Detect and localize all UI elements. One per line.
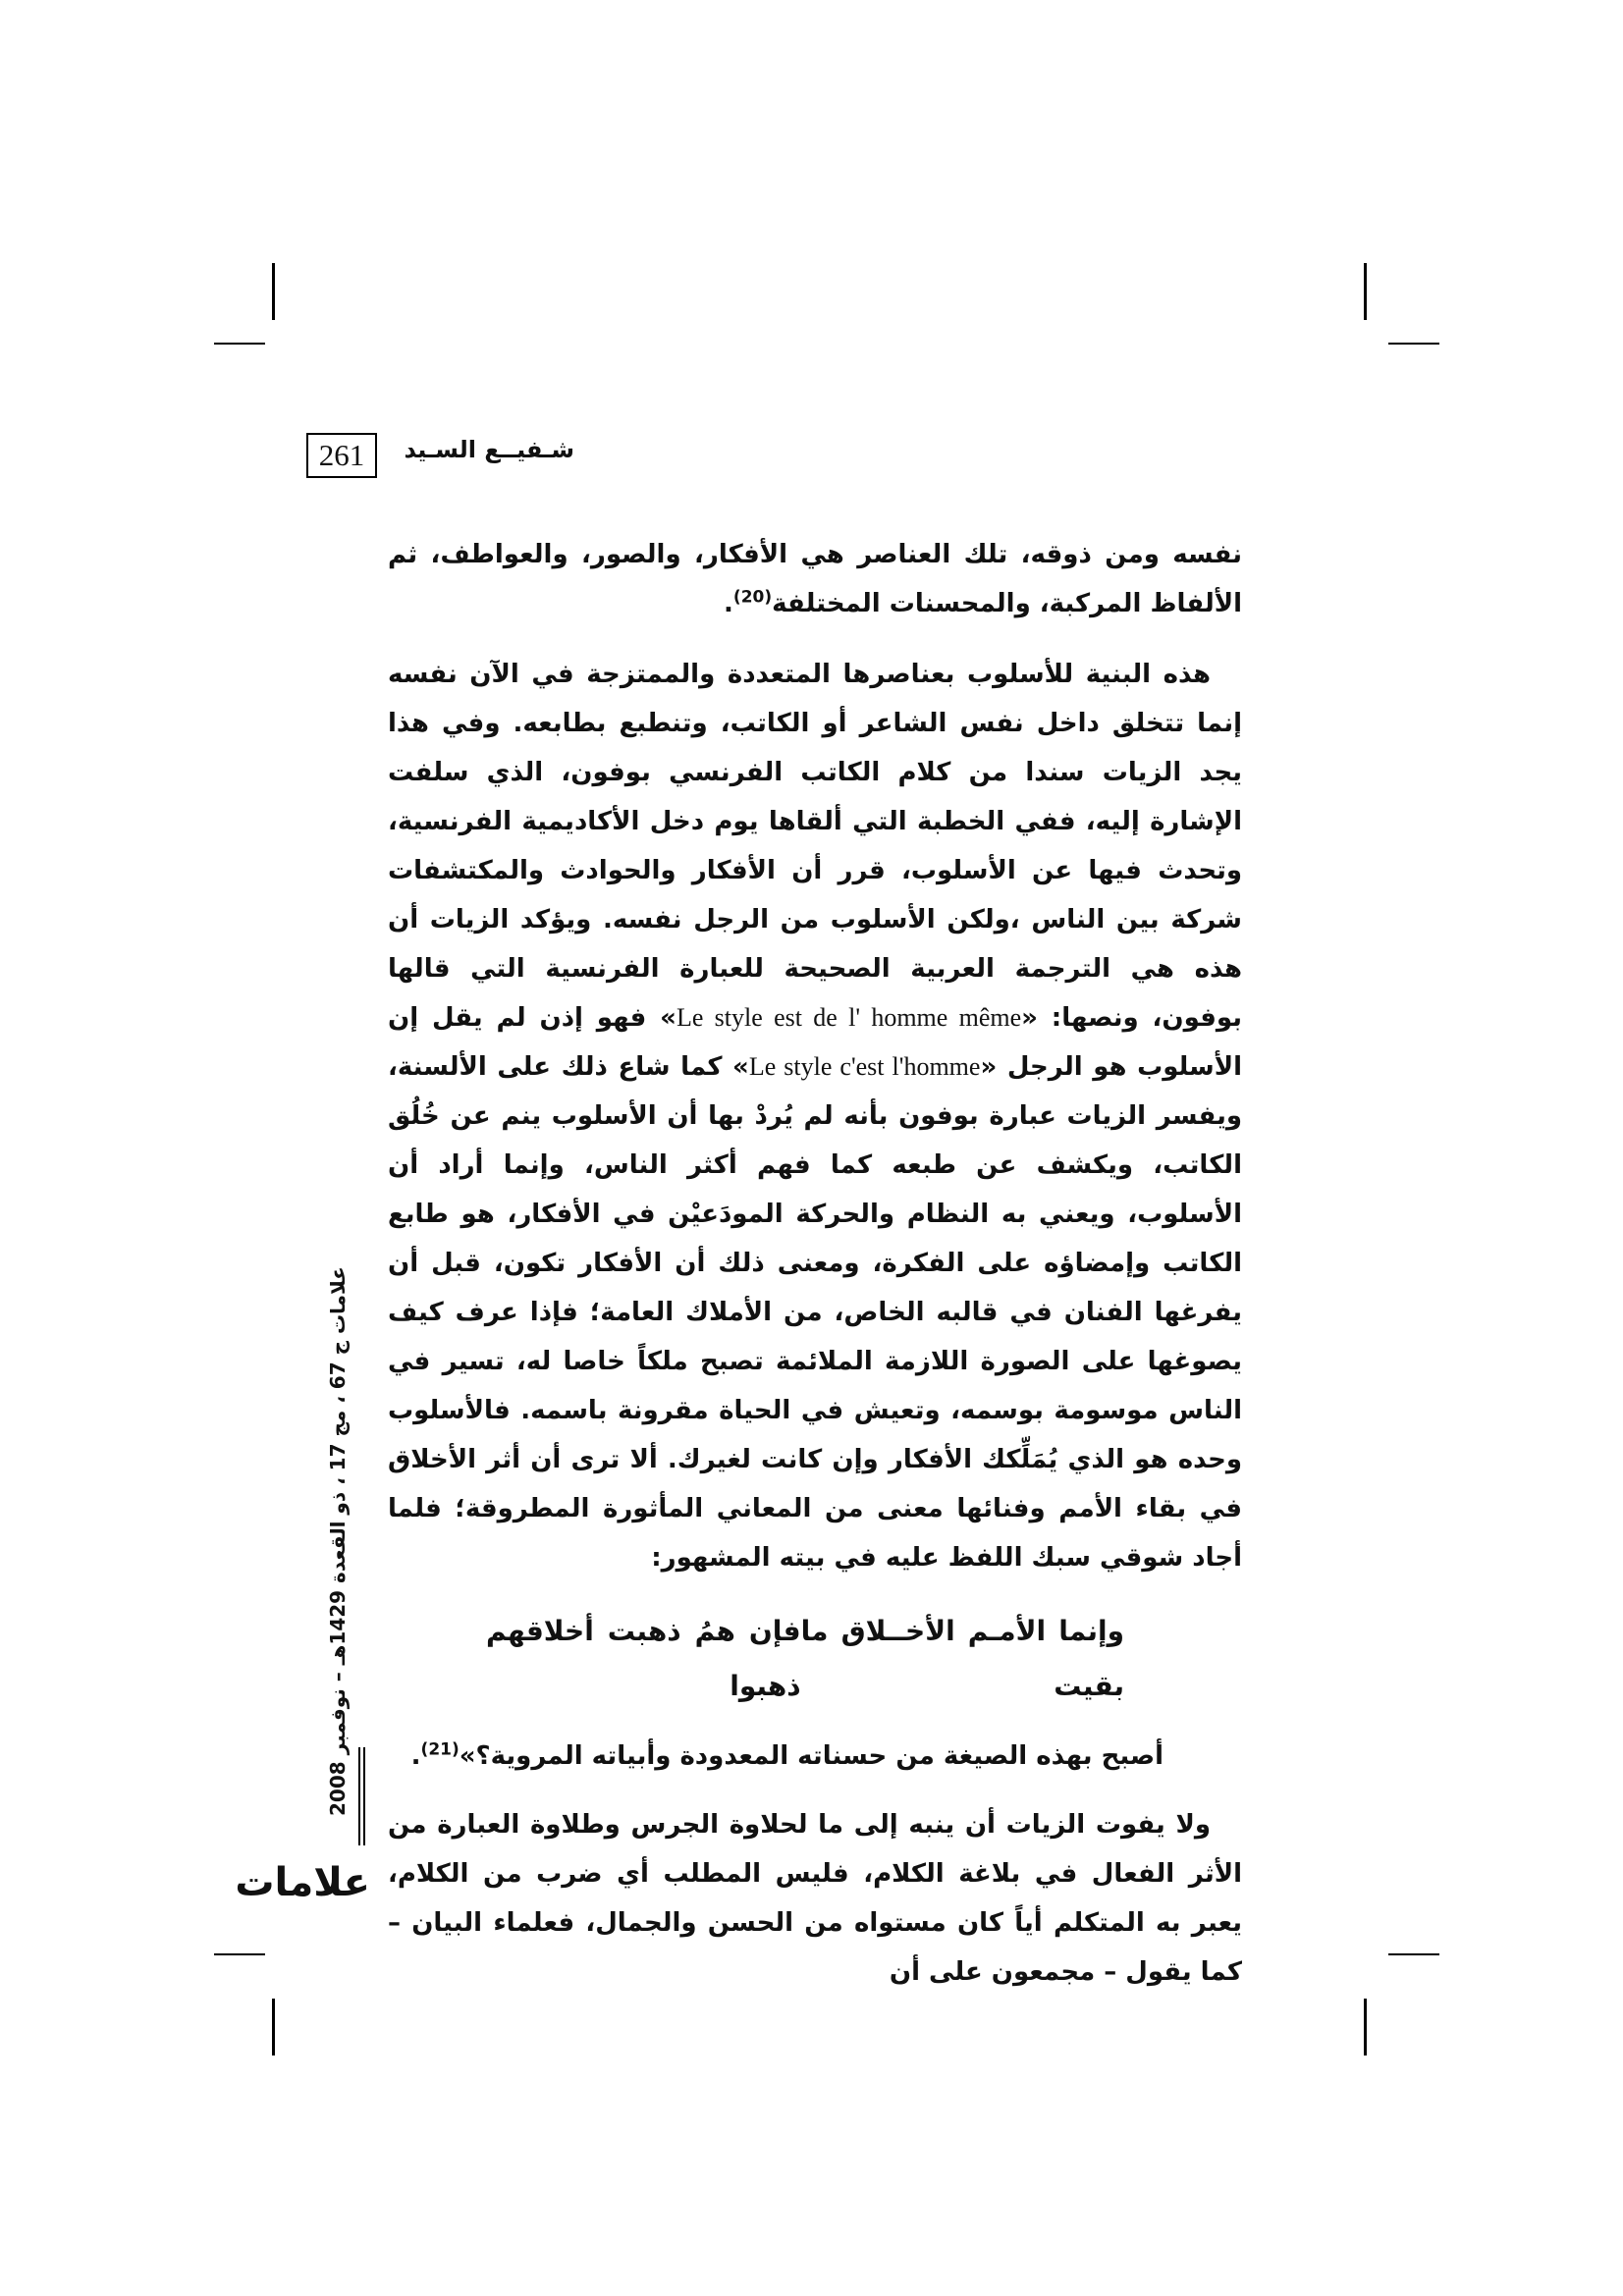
crop-mark [1388,343,1439,345]
crop-mark [214,343,265,345]
french-quote: Le style c'est l'homme [748,1052,981,1081]
verse-hemistich: فإن همُ ذهبت أخلاقهم ذهبوا [486,1615,801,1702]
french-quote: Le style est de l' homme même [676,1003,1022,1032]
running-header-author: شـفيــع السـيد [404,436,574,463]
poem-verse [388,1604,1242,1714]
crop-mark [214,1953,265,1955]
journal-caption: علامات ج 67 ، مج 17 ، ذو القعدة 1429هـ – نوفمبر 2008 [326,1266,350,1816]
verse-hemistich: وإنما الأمـم الأخــلاق ما بقيت [800,1615,1124,1702]
crop-mark [272,1999,275,2056]
body-text [388,530,1242,2018]
page-number: 261 [306,433,377,478]
footnote-ref: (20) [732,587,773,608]
paragraph: نفسه ومن ذوقه، تلك العناصر هي الأفكار، والصور، والعواطف، ثم الألفاظ المركبة، والمحسنات المختلفة$^{(20)}$. [388,540,1242,618]
side-rule [363,1747,365,1845]
journal-logo: علامات [235,1860,370,1905]
paragraph: هذه البنية للأسلوب بعناصرها المتعددة والممتزجة في الآن نفسه إنما تتخلق داخل نفس الشاعر أو الكاتب، وتنطبع بطابعه. وفي هذا يجد الزيات سندا من كلام الكاتب الفرنسي بوفون، الذي سلفت الإشارة إليه، ففي الخطبة التي ألقاها يوم دخل الأكاديمية الفرنسية، وتحدث فيها عن الأسلوب، قرر أن الأفكار والحوادث والمكتشفات شركة بين الناس ،ولكن الأسلوب من الرجل نفسه. ويؤكد الزيات أن هذه هي الترجمة العربية الصحيحة للعبارة الفرنسية التي قالها بوفون، ونصها: «Le style est de l' homme même» فهو إذن لم يقل إن الأسلوب هو الرجل «Le style c'est l'homme» كما شاع ذلك على الألسنة، ويفسر الزيات عبارة بوفون بأنه لم يُردْ بها أن الأسلوب ينم عن خُلُق الكاتب، ويكشف عن طبعه كما فهم أكثر الناس، وإنما أراد أن الأسلوب، ويعني به النظام والحركة المودَعيْن في الأفكار، هو طابع الكاتب وإمضاؤه على الفكرة، ومعنى ذلك أن الأفكار تكون، قبل أن يفرغها الفنان في قالبه الخاص، من الأملاك العامة؛ فإذا عرف كيف يصوغها على الصورة اللازمة الملائمة تصبح ملكاً خاصا له، تسير في الناس موسومة بوسمه، وتعيش في الحياة مقرونة باسمه. فالأسلوب وحده هو الذي يُمَلِّكك الأفكار وإن كانت لغيرك. ألا ترى أن أثر الأخلاق في بقاء الأمم وفنائها معنى من المعاني المأثورة المطروقة؛ فلما أجاد شوقي سبك اللفظ عليه في بيته المشهور: [388,660,1242,1573]
crop-mark [1364,263,1367,320]
paragraph: ولا يفوت الزيات أن ينبه إلى ما لحلاوة الجرس وطلاوة العبارة من الأثر الفعال في بلاغة الكلام، فليس المطلب أي ضرب من الكلام، يعبر به المتكلم أياً كان مستواه من الحسن والجمال، فعلماء البيان – كما يقول – مجمعون على أن [388,1810,1242,1987]
crop-mark [1364,1999,1367,2056]
crop-mark [272,263,275,320]
side-rule [358,1747,360,1845]
verse-citation: أصبح بهذه الصيغة من حسناته المعدودة وأبياته المروية؟»$^{(21)}$. [410,1739,1163,1771]
footnote-ref: (21) [420,1739,460,1760]
crop-mark [1388,1953,1439,1955]
